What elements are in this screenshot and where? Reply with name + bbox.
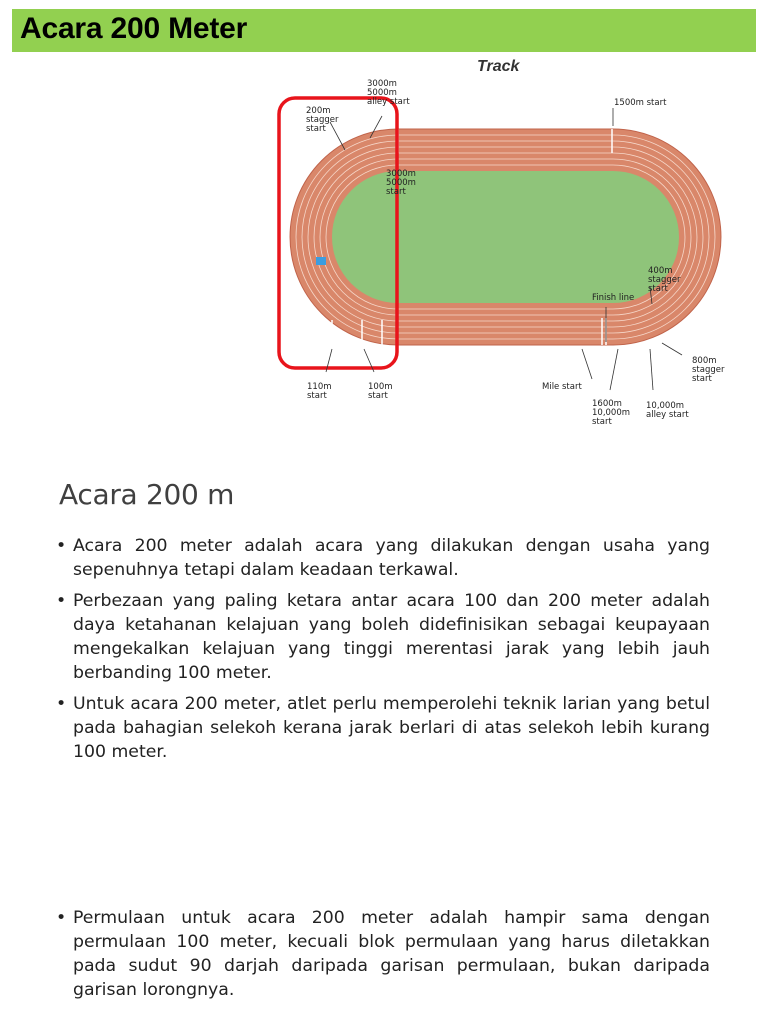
slide-title: Acara 200 Meter (20, 12, 248, 45)
label-400m-stagger: 400m stagger start (648, 266, 681, 294)
bullet-item: • Untuk acara 200 meter, atlet perlu memperolehi teknik larian yang betul pada bahagian selekoh kerana jarak berlari di atas selekoh lebih kurang 100 meter. (56, 692, 710, 764)
track-diagram (270, 52, 730, 434)
label-110m-start: 110m start (307, 382, 332, 401)
label-finish-line: Finish line (592, 293, 635, 303)
section-title: Acara 200 m (59, 478, 235, 511)
label-800m-stagger: 800m stagger start (692, 356, 725, 384)
bullet-item: • Permulaan untuk acara 200 meter adalah hampir sama dengan permulaan 100 meter, kecuali blok permulaan yang harus diletakkan pada sudut 90 darjah daripada garisan permulaan, bukan daripada garisan lorongnya. (56, 906, 710, 1002)
title-banner (12, 9, 756, 52)
track-illustration (270, 52, 730, 434)
label-mile-start: Mile start (542, 382, 582, 392)
blue-marker (316, 257, 326, 265)
label-1500m-start: 1500m start (614, 98, 667, 108)
label-200m-stagger: 200m stagger start (306, 106, 339, 134)
label-3000m-alley: 3000m 5000m alley start (367, 79, 410, 107)
bullet-list-bottom (56, 906, 710, 1009)
label-1600m-start: 1600m 10,000m start (592, 399, 631, 427)
bullet-item: • Perbezaan yang paling ketara antar acara 100 dan 200 meter adalah daya ketahanan kelajuan yang boleh didefinisikan sebagai keupayaan mengekalkan kelajuan yang tinggi merentasi jarak yang lebih jauh berbanding 100 meter. (56, 589, 710, 685)
label-3000m-start: 3000m 5000m start (386, 169, 416, 197)
label-100m-start: 100m start (368, 382, 393, 401)
bullet-list-top (56, 534, 710, 771)
infield (332, 171, 679, 303)
figure-title: Track (477, 58, 520, 75)
bullet-item: • Acara 200 meter adalah acara yang dilakukan dengan usaha yang sepenuhnya tetapi dalam keadaan terkawal. (56, 534, 710, 582)
label-10000m-alley: 10,000m alley start (646, 401, 689, 420)
